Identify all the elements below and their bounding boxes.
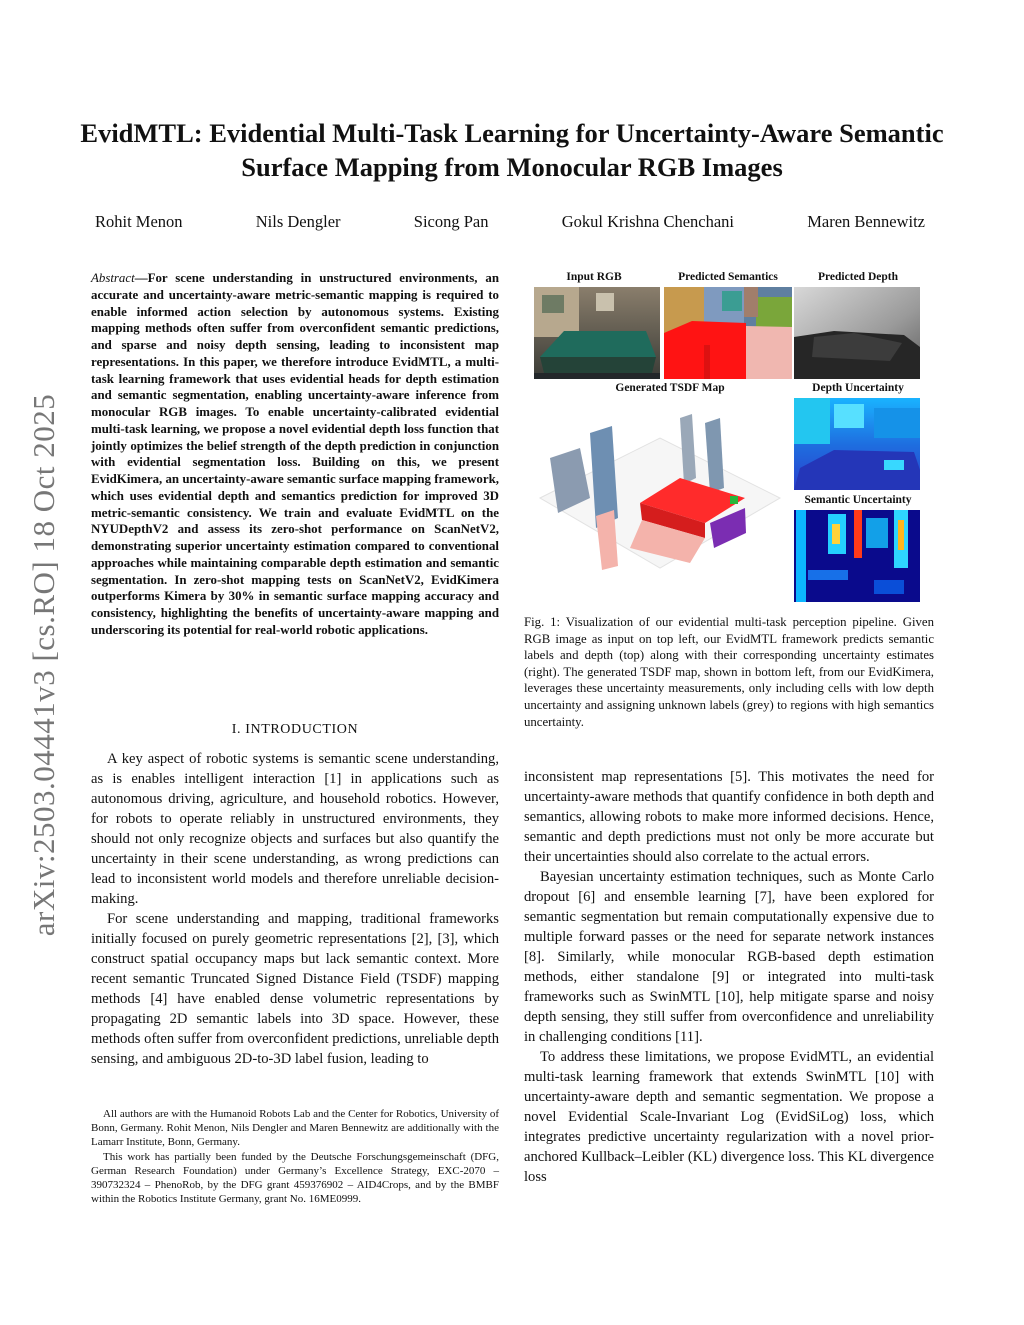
footnotes xyxy=(91,1107,499,1206)
label-depth-uncertainty: Depth Uncertainty xyxy=(812,382,904,394)
intro-text xyxy=(91,749,499,1069)
footnote: All authors are with the Humanoid Robots Lab and the Center for Robotics, University of Bonn, Germany. Rohit Menon, Nils Dengler and Maren Bennewitz are additionally with the Lamarr Institute, Bonn, Germany. xyxy=(91,1108,499,1149)
label-semantic-uncertainty: Semantic Uncertainty xyxy=(804,494,912,506)
semantic-uncertainty-image xyxy=(794,510,920,602)
abstract-text: —For scene understanding in unstructured environments, an accurate and uncertainty-aware metric-semantic mapping is required to enable informed action selection by autonomous systems. Existing mapping methods often suffer from overconfident semantic predictions, and sparse and noisy depth sensing, leading to inconsistent map representations. In this paper, we therefore introduce EvidMTL, a multi-task learning framework that uses evidential heads for depth estimation and semantic segmentation, enabling uncertainty-aware inference from monocular RGB images. To enable uncertainty-calibrated evidential multi-task learning, we propose a novel evidential depth loss function that jointly optimizes the belief strength of the depth prediction in conjunction with evidential segmentation loss. Building on this, we present EvidKimera, an uncertainty-aware semantic surface mapping framework, which uses evidential depth and semantics prediction for improved 3D metric-semantic consistency. We train and evaluate EvidMTL on the NYUDepthV2 and assess its zero-shot performance on ScanNetV2, demonstrating superior uncertainty estimation compared to conventional approaches while maintaining comparable depth estimation and semantic segmentation. In zero-shot mapping tests on ScanNetV2, EvidKimera outperforms Kimera by 30% in semantic surface mapping accuracy and consistency, highlighting the benefits of uncertainty-aware mapping and underscoring its potential for real-world robotic applications. xyxy=(91,271,499,637)
figure-1 xyxy=(530,268,930,608)
figure-caption: Fig. 1: Visualization of our evidential multi-task perception pipeline. Given RGB image as input on top left, our EvidMTL framework predicts semantic labels and depth (top) along with their corresponding uncertainty estimates (right). The generated TSDF map, shown in bottom left, from our EvidKimera, leverages these uncertainty measurements, only including cells with low depth uncertainty and assigning unknown labels (grey) to regions with high semantics uncertainty. xyxy=(524,615,934,729)
paragraph: A key aspect of robotic systems is semantic scene understanding, as is enables intelligent interaction [1] in applications such as autonomous driving, agriculture, and household robotics. However, for robots to operate reliably in unstructured environments, they should not only recognize objects and surfaces but also quantify the uncertainty in their scene understanding, as wrong predictions can lead to inconsistent world models and therefore unreliable decision-making. xyxy=(91,751,499,907)
author-name: Maren Bennewitz xyxy=(807,212,925,231)
label-predicted-depth: Predicted Depth xyxy=(818,271,898,283)
arxiv-id: arXiv:2503.04441v3 [cs.RO] 18 Oct 2025 xyxy=(26,393,61,937)
label-tsdf-map: Generated TSDF Map xyxy=(615,382,725,394)
tsdf-map-image xyxy=(530,398,790,578)
section-heading: I. INTRODUCTION xyxy=(231,722,359,737)
author-name: Nils Dengler xyxy=(255,212,341,231)
author-name: Sicong Pan xyxy=(413,212,489,231)
label-input-rgb: Input RGB xyxy=(566,271,622,283)
depth-uncertainty-image xyxy=(794,398,920,490)
paragraph: inconsistent map representations [5]. This motivates the need for uncertainty-aware methods that quantify confidence in both depth and semantics, allowing robots to make more informed decisions. Hence, semantic and depth predictions must not only be more accurate but their uncertainties should also correlate to the actual errors. xyxy=(524,769,934,865)
predicted-semantics-image xyxy=(664,287,792,379)
right-column-text xyxy=(524,767,934,1187)
author-name: Gokul Krishna Chenchani xyxy=(561,212,735,231)
paragraph: To address these limitations, we propose EvidMTL, an evidential multi-task learning framework that extends SwinMTL [10] with uncertainty-aware depth and semantic segmentation. We propose a novel Evidential Scale-Invariant Log (EvidSiLog) loss, which integrates predictive uncertainty regularization with a novel prior-anchored Kullback–Leibler (KL) divergence loss. This KL divergence loss xyxy=(524,1049,934,1185)
arxiv-watermark xyxy=(14,375,74,955)
footnote: This work has partially been funded by the Deutsche Forschungsgemeinschaft (DFG, German Research Foundation) under Germany’s Excellence Strategy, EXC-2070 – 390732324 – PhenoRob, by the DFG grant 459376902 – AID4Crops, and by the BMBF within the Robotics Institute Germany, grant No. 16ME0999. xyxy=(91,1150,499,1206)
input-rgb-image xyxy=(534,287,660,379)
paper-title: EvidMTL: Evidential Multi-Task Learning for Uncertainty-Aware Semantic Surface Mapping from Monocular RGB Images xyxy=(80,118,944,182)
abstract xyxy=(91,270,499,639)
author-list xyxy=(95,212,925,232)
author-name: Rohit Menon xyxy=(95,212,183,231)
label-predicted-semantics: Predicted Semantics xyxy=(678,271,778,283)
paragraph: For scene understanding and mapping, traditional frameworks initially focused on purely geometric representations [2], [3], which construct spatial occupancy maps but lack semantic context. More recent semantic Truncated Signed Distance Field (TSDF) mapping methods [4] have enabled dense volumetric representations by propagating 2D semantic labels into 3D space. However, these methods often suffer from overconfident predictions, unreliable depth sensing, and ambiguous 2D-to-3D label fusion, leading to xyxy=(91,911,499,1067)
abstract-label: Abstract xyxy=(91,271,135,285)
paragraph: Bayesian uncertainty estimation techniques, such as Monte Carlo dropout [6] and ensemble learning [7], have been explored for semantic segmentation but remain computationally expensive due to multiple forward passes or the need for separate network instances [8]. Similarly, while monocular RGB-based depth estimation methods, either standalone [9] or integrated into multi-task frameworks such as SwinMTL [10], help mitigate sparse and noisy depth sensing, they still suffer from overconfidence and unreliability in challenging conditions [11]. xyxy=(524,869,934,1045)
predicted-depth-image xyxy=(794,287,920,379)
